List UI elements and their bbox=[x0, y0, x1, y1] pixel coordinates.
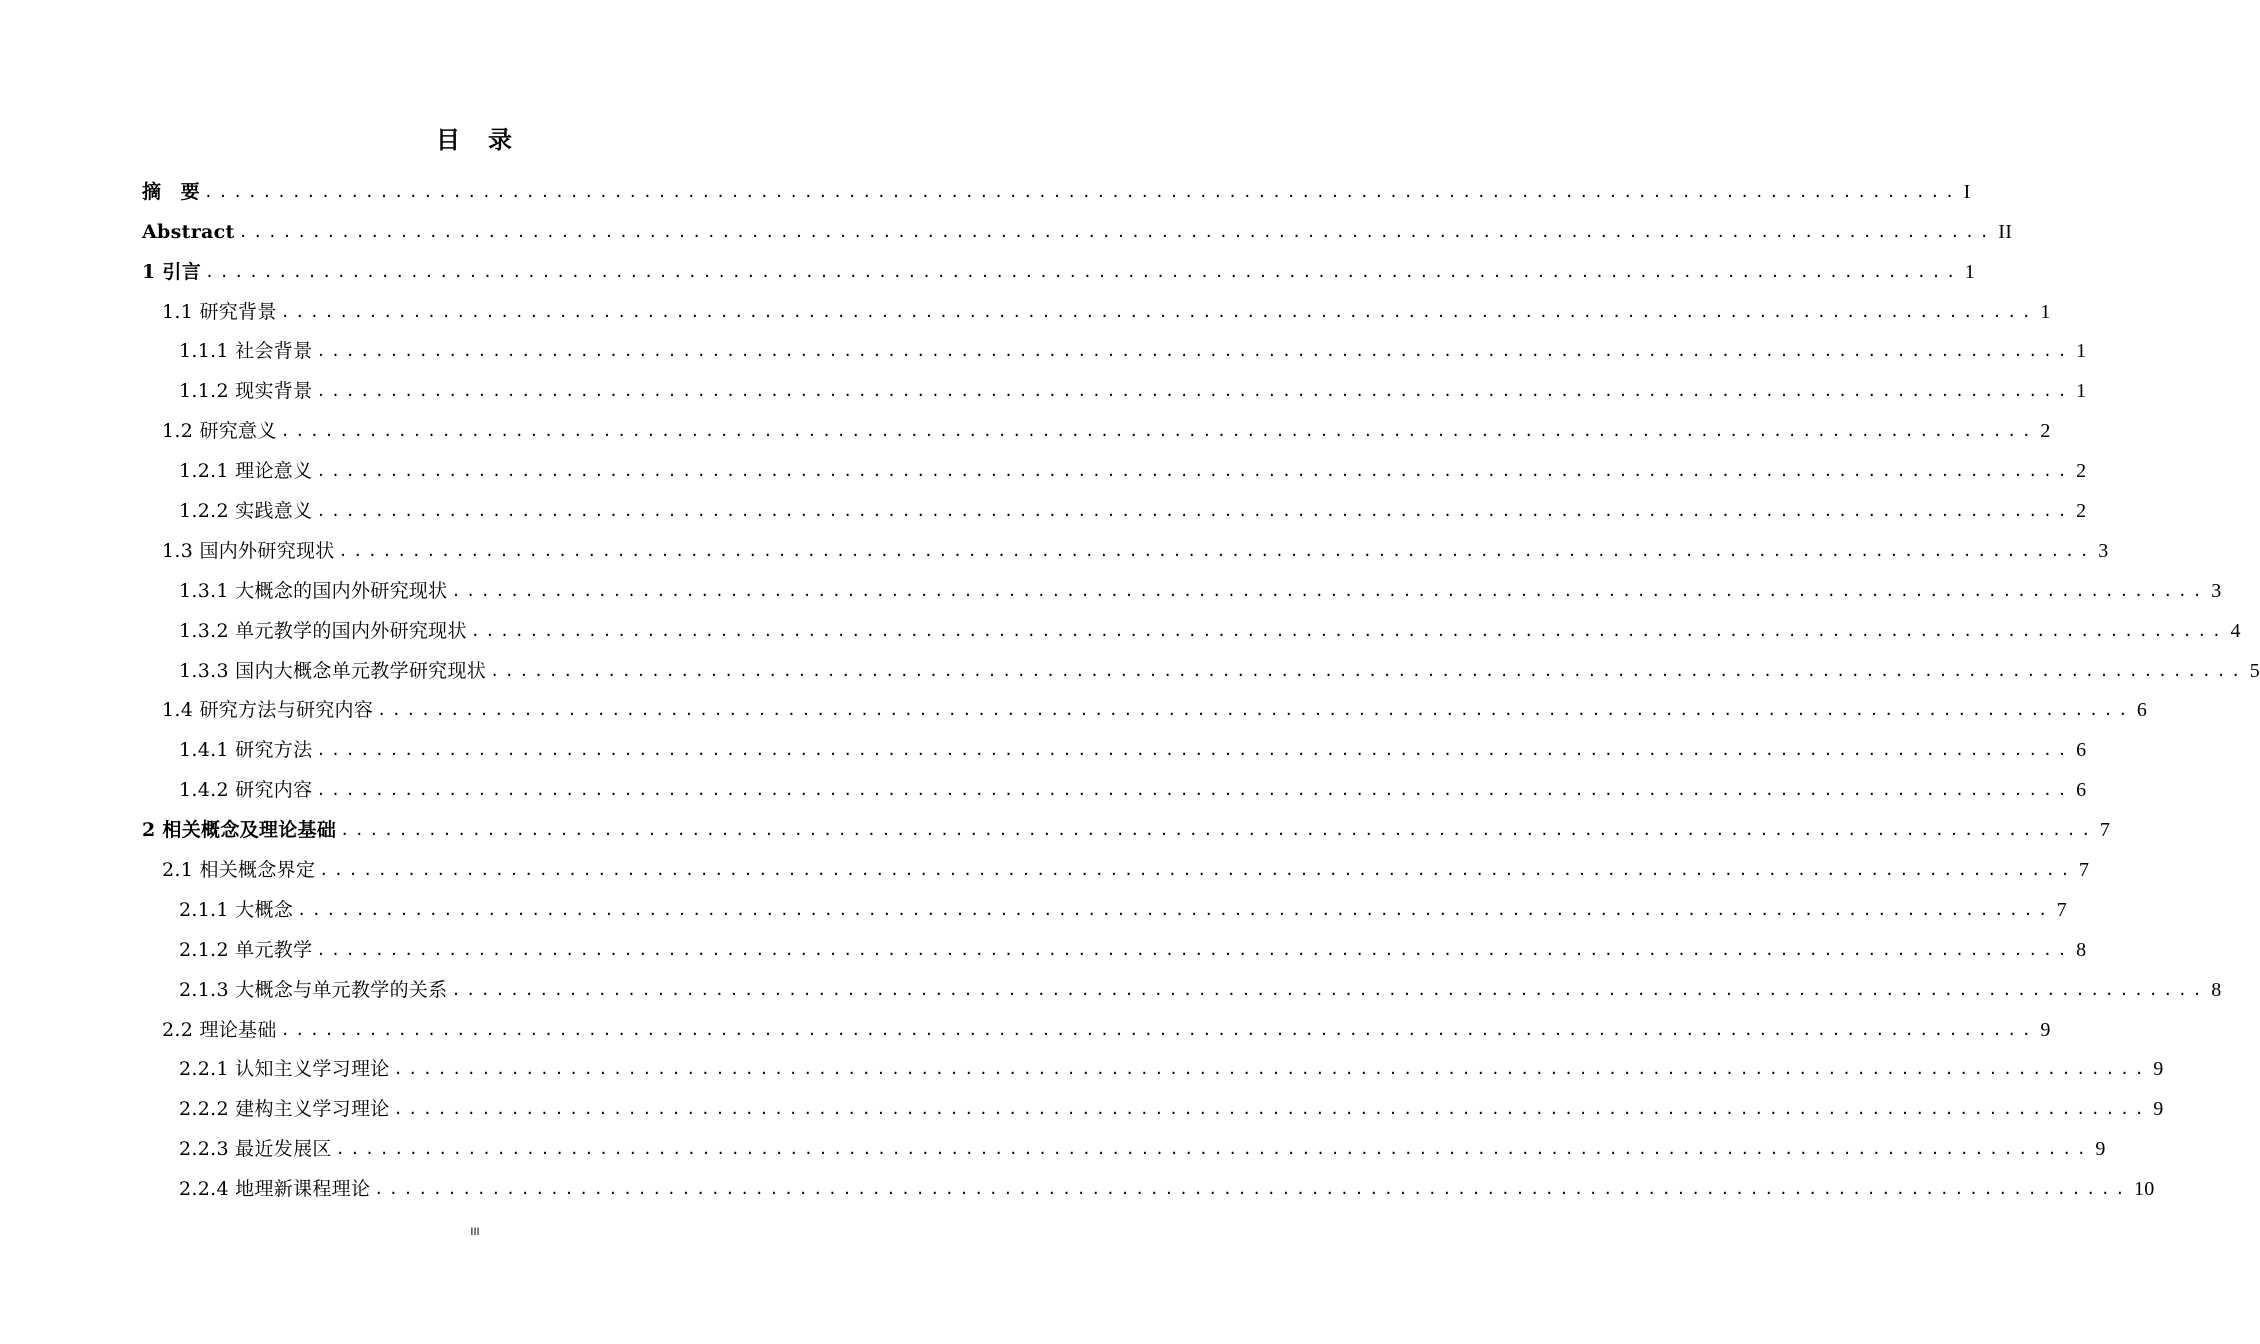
toc-dot-leader: ........................................................................................................................ bbox=[374, 1180, 2130, 1199]
toc-dot-leader: ........................................................................................................................ bbox=[316, 502, 2073, 521]
toc-entry-label: 1.2 研究意义 bbox=[162, 420, 277, 443]
toc-entry-label: 2.2.1 认知主义学习理论 bbox=[179, 1058, 390, 1081]
toc-entry-label: 1.3 国内外研究现状 bbox=[162, 539, 335, 562]
toc-entry[interactable] bbox=[142, 603, 2241, 643]
toc-dot-leader: ........................................................................................................................ bbox=[316, 382, 2073, 401]
toc-entry-page-number: 9 bbox=[2095, 1138, 2106, 1161]
toc-entry[interactable] bbox=[142, 802, 2111, 842]
toc-entry-label: 1.3.3 国内大概念单元教学研究现状 bbox=[179, 659, 487, 682]
toc-entry-label: 2.2.4 地理新课程理论 bbox=[179, 1178, 371, 1201]
toc-dot-leader: ........................................................................................................................ bbox=[316, 462, 2073, 481]
toc-entry-page-number: 8 bbox=[2076, 938, 2087, 961]
toc-dot-leader: ........................................................................................................................ bbox=[316, 342, 2073, 361]
toc-entry-label: 1.1.1 社会背景 bbox=[179, 340, 313, 363]
toc-entry-label: 2.1.2 单元教学 bbox=[179, 938, 313, 961]
toc-dot-leader: ........................................................................................................................ bbox=[451, 581, 2208, 600]
toc-entry-label: 1 引言 bbox=[142, 260, 202, 283]
toc-entry-page-number: 2 bbox=[2076, 500, 2087, 523]
toc-dot-leader: ........................................................................................................................ bbox=[451, 980, 2208, 999]
toc-entry[interactable] bbox=[142, 204, 2013, 244]
toc-entry[interactable] bbox=[142, 164, 1971, 204]
toc-dot-leader: ........................................................................................................................ bbox=[338, 541, 2095, 560]
toc-entry-page-number: 1 bbox=[2076, 380, 2087, 403]
toc-dot-leader: ........................................................................................................................ bbox=[393, 1100, 2150, 1119]
toc-entry-page-number: 7 bbox=[2099, 819, 2111, 842]
toc-entry[interactable] bbox=[142, 363, 2087, 403]
toc-entry-label: 1.1.2 现实背景 bbox=[179, 380, 313, 403]
toc-entry-page-number: 9 bbox=[2153, 1058, 2164, 1081]
toc-entry-page-number: 10 bbox=[2134, 1178, 2155, 1201]
toc-dot-leader: ........................................................................................................................ bbox=[205, 262, 1961, 281]
page-title: 目 录 bbox=[436, 125, 514, 154]
toc-entry-label: 2.2 理论基础 bbox=[162, 1018, 277, 1041]
toc-dot-leader: ........................................................................................................................ bbox=[203, 182, 1960, 201]
toc-entry-page-number: 6 bbox=[2076, 779, 2087, 802]
toc-entry-label: 1.3.1 大概念的国内外研究现状 bbox=[179, 579, 448, 602]
toc-entry-page-number: I bbox=[1963, 180, 1971, 203]
toc-entry[interactable] bbox=[142, 284, 2051, 324]
toc-dot-leader: ........................................................................................................................ bbox=[280, 422, 2037, 441]
toc-entry-page-number: 7 bbox=[2056, 898, 2068, 921]
toc-entry-page-number: 5 bbox=[2249, 659, 2260, 682]
toc-entry-label: 1.4.2 研究内容 bbox=[179, 779, 313, 802]
toc-entry[interactable] bbox=[142, 403, 2051, 443]
toc-entry-label: 2 相关概念及理论基础 bbox=[142, 819, 337, 842]
toc-dot-leader: ........................................................................................................................ bbox=[316, 781, 2073, 800]
toc-entry[interactable] bbox=[142, 324, 2087, 364]
toc-entry[interactable] bbox=[142, 683, 2148, 723]
toc-entry[interactable] bbox=[142, 1121, 2106, 1161]
toc-entry-page-number: 9 bbox=[2040, 1018, 2051, 1041]
toc-entry-page-number: II bbox=[1998, 220, 2013, 243]
toc-entry[interactable] bbox=[142, 962, 2222, 1002]
toc-dot-leader: ........................................................................................................................ bbox=[280, 1020, 2037, 1039]
toc-dot-leader: ........................................................................................................................ bbox=[490, 661, 2246, 680]
toc-entry-label: 2.2.3 最近发展区 bbox=[179, 1138, 332, 1161]
toc-dot-leader: ........................................................................................................................ bbox=[393, 1060, 2150, 1079]
toc-entry-page-number: 2 bbox=[2076, 460, 2087, 483]
toc-entry[interactable] bbox=[142, 523, 2109, 563]
toc-entry-label: 2.1.3 大概念与单元教学的关系 bbox=[179, 978, 448, 1001]
toc-entry-page-number: 2 bbox=[2040, 420, 2051, 443]
toc-entry[interactable] bbox=[142, 922, 2087, 962]
toc-entry-page-number: 3 bbox=[2211, 579, 2222, 602]
toc-entry-page-number: 1 bbox=[2040, 300, 2051, 323]
toc-entry-page-number: 6 bbox=[2076, 739, 2087, 762]
toc-entry-label: Abstract bbox=[142, 220, 235, 243]
toc-entry-page-number: 6 bbox=[2136, 699, 2148, 722]
toc-entry-page-number: 1 bbox=[2076, 340, 2087, 363]
toc-dot-leader: ........................................................................................................................ bbox=[319, 861, 2075, 880]
toc-dot-leader: ........................................................................................................................ bbox=[297, 900, 2053, 919]
toc-entry-label: 1.2.1 理论意义 bbox=[179, 460, 313, 483]
toc-entry-label: 1.2.2 实践意义 bbox=[179, 500, 313, 523]
toc-entry[interactable] bbox=[142, 1161, 2155, 1201]
toc-dot-leader: ........................................................................................................................ bbox=[377, 701, 2133, 720]
toc-entry[interactable] bbox=[142, 244, 1976, 284]
toc-dot-leader: ........................................................................................................................ bbox=[470, 621, 2227, 640]
toc-entry-page-number: 7 bbox=[2078, 859, 2090, 882]
toc-entry[interactable] bbox=[142, 1002, 2051, 1042]
toc-entry[interactable] bbox=[142, 483, 2087, 523]
table-of-contents bbox=[142, 164, 2260, 1201]
toc-dot-leader: ........................................................................................................................ bbox=[340, 821, 2096, 840]
toc-entry[interactable] bbox=[142, 643, 2260, 683]
toc-entry[interactable] bbox=[142, 443, 2087, 483]
toc-entry[interactable] bbox=[142, 722, 2087, 762]
toc-entry[interactable] bbox=[142, 762, 2087, 802]
toc-dot-leader: ........................................................................................................................ bbox=[335, 1140, 2092, 1159]
toc-entry-label: 2.1 相关概念界定 bbox=[162, 859, 316, 882]
toc-entry-page-number: 3 bbox=[2098, 539, 2109, 562]
toc-entry-page-number: 8 bbox=[2211, 978, 2222, 1001]
toc-dot-leader: ........................................................................................................................ bbox=[316, 741, 2073, 760]
toc-entry-label: 2.2.2 建构主义学习理论 bbox=[179, 1098, 390, 1121]
toc-dot-leader: ........................................................................................................................ bbox=[316, 940, 2073, 959]
toc-entry[interactable] bbox=[142, 882, 2068, 922]
footer-page-number: III bbox=[470, 1226, 480, 1238]
toc-entry-label: 1.1 研究背景 bbox=[162, 300, 277, 323]
toc-entry[interactable] bbox=[142, 842, 2090, 882]
toc-entry-label: 1.3.2 单元教学的国内外研究现状 bbox=[179, 619, 467, 642]
toc-entry-label: 摘 要 bbox=[142, 180, 200, 203]
toc-dot-leader: ........................................................................................................................ bbox=[280, 302, 2037, 321]
toc-entry-page-number: 9 bbox=[2153, 1098, 2164, 1121]
toc-entry-label: 1.4 研究方法与研究内容 bbox=[162, 699, 374, 722]
toc-entry[interactable] bbox=[142, 1081, 2164, 1121]
toc-entry[interactable] bbox=[142, 1042, 2164, 1082]
toc-entry-page-number: 4 bbox=[2230, 619, 2241, 642]
toc-dot-leader: ........................................................................................................................ bbox=[238, 222, 1995, 241]
toc-entry[interactable] bbox=[142, 563, 2222, 603]
toc-entry-page-number: 1 bbox=[1964, 260, 1976, 283]
toc-entry-label: 1.4.1 研究方法 bbox=[179, 739, 313, 762]
toc-entry-label: 2.1.1 大概念 bbox=[179, 898, 294, 921]
